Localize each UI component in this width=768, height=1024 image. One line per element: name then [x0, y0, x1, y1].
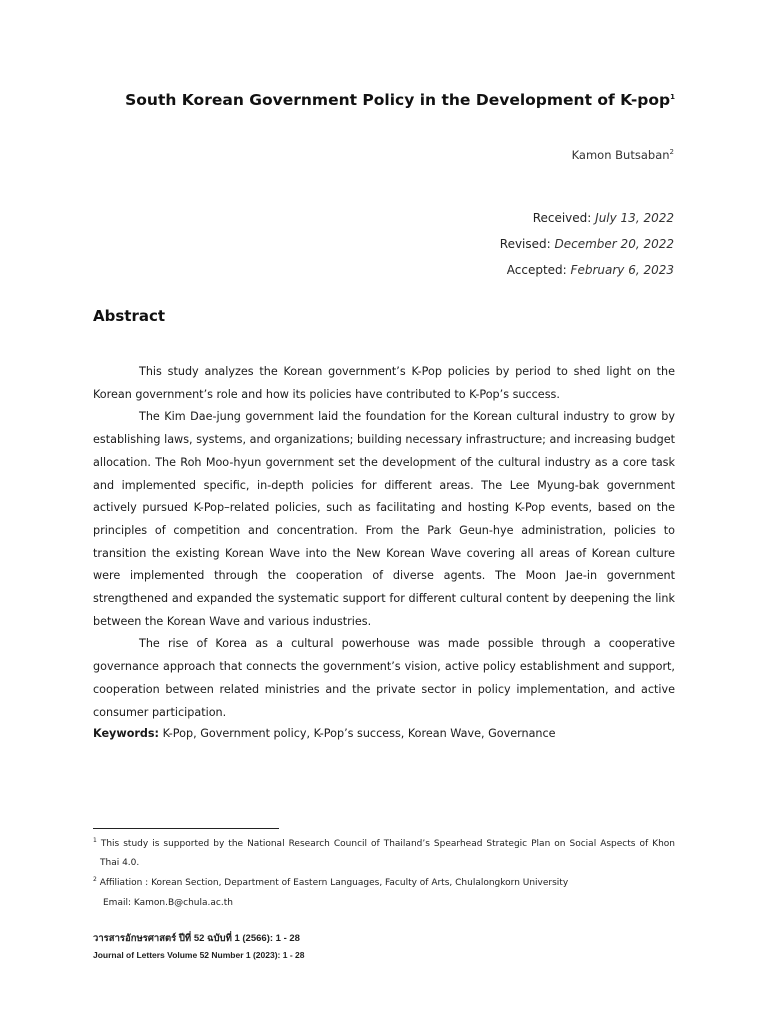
title-footnote-marker: 1: [670, 92, 675, 101]
received-date: [500, 205, 674, 231]
journal-footer: [93, 931, 304, 963]
footnote-1: [93, 835, 675, 873]
received-value: July 13, 2022: [595, 211, 674, 225]
received-label: Received:: [532, 211, 592, 225]
journal-citation-english: Journal of Letters Volume 52 Number 1 (2023): 1 - 28: [93, 950, 305, 960]
accepted-date: [500, 257, 674, 283]
journal-citation-thai: วารสารอักษรศาสตร์ ปีที่ 52 ฉบับที่ 1 (2566): 1 - 28: [93, 933, 300, 944]
footnote-1-marker: 1: [93, 837, 97, 844]
keywords-text: K-Pop, Government policy, K-Pop’s success, Korean Wave, Governance: [162, 727, 556, 740]
revised-date: [500, 231, 674, 257]
abstract-paragraph-2: The Kim Dae-jung government laid the foundation for the Korean cultural industry to grow by establishing laws, systems, and organizations; building necessary infrastructure; and increasing budget allocation. The Roh Moo-hyun government set the development of the cultural industry as a core task and implemented specific, in-depth policies for different areas. The Lee Myung-bak government actively pursued K-Pop–related policies, such as facilitating and hosting K-Pop events, based on the principles of competition and concentration. From the Park Geun-hye administration, policies to transition the existing Korean Wave into the New Korean Wave covering all areas of Korean culture were implemented through the cooperation of diverse agents. The Moon Jae-in government strengthened and expanded the systematic support for different cultural content by deepening the link between the Korean Wave and various industries.: [93, 410, 675, 628]
paper-title-text: South Korean Government Policy in the Development of K-pop: [125, 91, 671, 109]
footnote-2-text: Affiliation : Korean Section, Department of Eastern Languages, Faculty of Arts, Chulalongkorn University: [99, 878, 569, 888]
revised-label: Revised:: [499, 237, 551, 251]
abstract-body: [93, 361, 675, 724]
author-line: [572, 148, 674, 162]
footnote-2-email: Email: Kamon.B@chula.ac.th: [103, 898, 233, 908]
footnote-1-text: This study is supported by the National Research Council of Thailand’s Spearhead Strategic Plan on Social Aspects of Khon Thai 4.0.: [100, 839, 675, 868]
author-footnote-marker: 2: [669, 148, 674, 157]
abstract-heading: Abstract: [93, 307, 166, 325]
author-name: Kamon Butsaban: [571, 148, 670, 162]
keywords-label: Keywords:: [93, 727, 160, 740]
abstract-paragraph-1: This study analyzes the Korean government’s K-Pop policies by period to shed light on the Korean government’s role and how its policies have contributed to K-Pop’s success.: [93, 365, 675, 401]
footnote-2-marker: 2: [93, 876, 97, 883]
revised-value: December 20, 2022: [554, 237, 674, 251]
footnote-divider: [93, 828, 279, 829]
accepted-value: February 6, 2023: [570, 263, 674, 277]
abstract-paragraph-3: The rise of Korea as a cultural powerhouse was made possible through a cooperative governance approach that connects the government’s vision, active policy establishment and support, cooperation between related ministries and the private sector in policy implementation, and active consumer participation.: [93, 637, 675, 719]
date-block: [500, 205, 674, 283]
footnote-2: [93, 874, 675, 893]
footnotes: [93, 835, 675, 913]
keywords-line: [93, 723, 675, 745]
accepted-label: Accepted:: [506, 263, 567, 277]
paper-title: [93, 91, 675, 109]
